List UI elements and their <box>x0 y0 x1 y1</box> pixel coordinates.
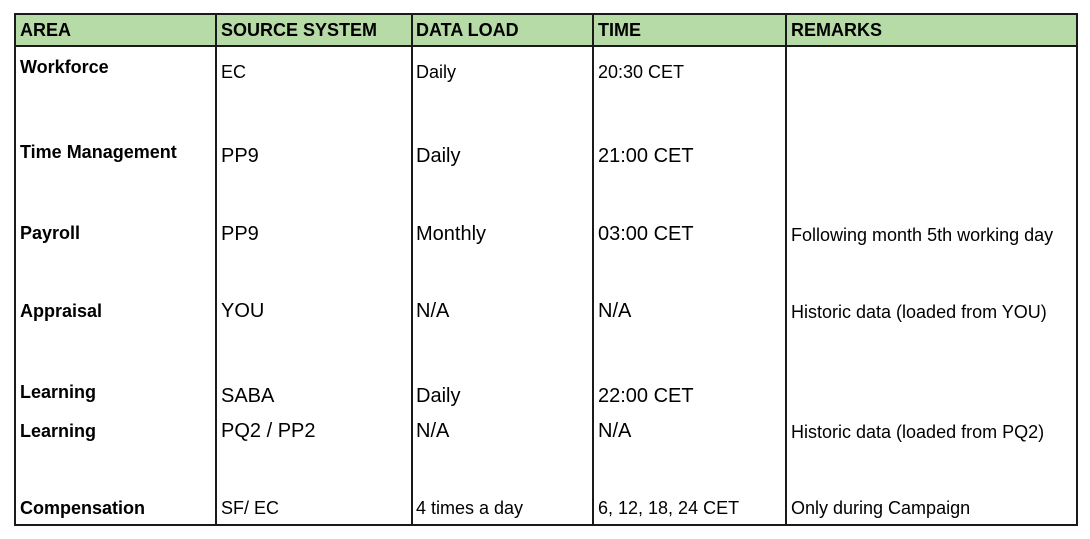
row-time: 6, 12, 18, 24 CET <box>598 498 740 518</box>
header-time: TIME <box>598 20 641 40</box>
row-source: PQ2 / PP2 <box>221 420 316 442</box>
column-divider <box>785 15 787 524</box>
row-load: Daily <box>416 385 461 407</box>
row-time: N/A <box>598 300 632 322</box>
row-load: Monthly <box>416 223 487 245</box>
row-area: Workforce <box>20 57 109 77</box>
row-remarks: Only during Campaign <box>791 498 971 518</box>
table-header-row <box>16 15 1076 47</box>
row-load: N/A <box>416 300 450 322</box>
header-data-load: DATA LOAD <box>416 20 519 40</box>
column-divider <box>411 15 413 524</box>
row-area: Time Management <box>20 142 177 162</box>
column-divider <box>215 15 217 524</box>
row-source: YOU <box>221 300 265 322</box>
row-area: Learning <box>20 382 97 402</box>
header-source-system: SOURCE SYSTEM <box>221 20 378 40</box>
row-remarks: Historic data (loaded from PQ2) <box>791 422 1045 442</box>
row-source: PP9 <box>221 223 259 245</box>
row-load: Daily <box>416 62 457 82</box>
row-time: N/A <box>598 420 632 442</box>
row-remarks: Historic data (loaded from YOU) <box>791 302 1047 322</box>
row-time: 20:30 CET <box>598 62 685 82</box>
row-load: Daily <box>416 145 461 167</box>
header-remarks: REMARKS <box>791 20 883 40</box>
row-load: N/A <box>416 420 450 442</box>
data-load-table <box>14 13 1078 526</box>
row-remarks: Following month 5th working day <box>791 225 1054 245</box>
row-time: 21:00 CET <box>598 145 694 167</box>
row-source: SF/ EC <box>221 498 280 518</box>
row-area: Learning <box>20 421 97 441</box>
row-load: 4 times a day <box>416 498 524 518</box>
row-area: Compensation <box>20 498 146 518</box>
header-area: AREA <box>20 20 72 40</box>
row-time: 22:00 CET <box>598 385 694 407</box>
row-time: 03:00 CET <box>598 223 694 245</box>
column-divider <box>592 15 594 524</box>
row-source: SABA <box>221 385 275 407</box>
row-area: Appraisal <box>20 301 103 321</box>
row-source: PP9 <box>221 145 259 167</box>
row-source: EC <box>221 62 247 82</box>
row-area: Payroll <box>20 223 81 243</box>
